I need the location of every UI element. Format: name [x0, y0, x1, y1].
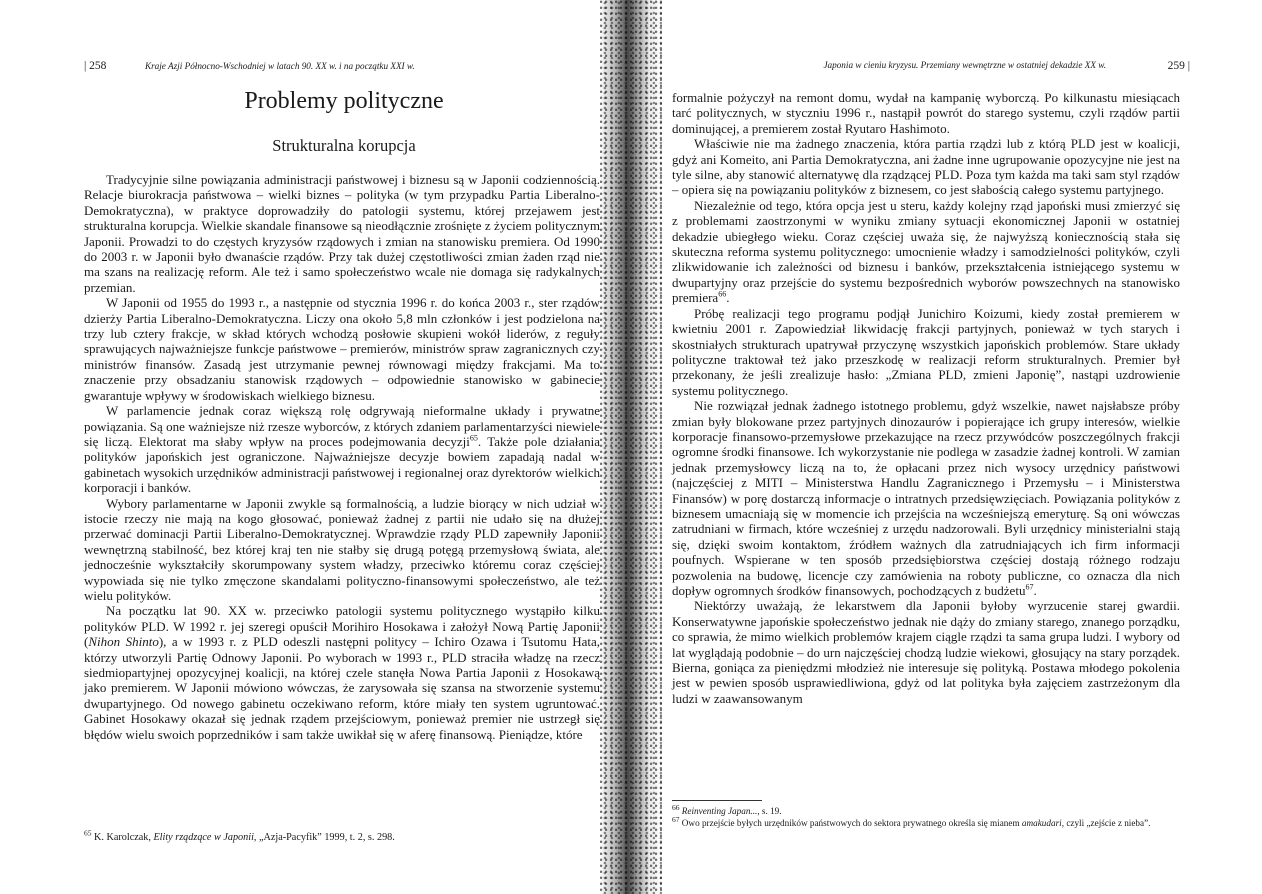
paragraph-text: . Także pole działania polityków japońskich jest ograniczone. Najważniejsze decyzje bowiem zapadają nadal w gabinetach wysokich urzędników administracji państwowej i regionalnej oraz dyrektorów wielkich korporacji i banków.: [84, 433, 600, 496]
left-body-text: [84, 172, 600, 742]
footnote-source: , „Azja-Pacyfik” 1999, t. 2, s. 298.: [253, 832, 395, 843]
footnote-66: [672, 802, 1180, 818]
footnote-term: amakudari: [1021, 817, 1062, 828]
left-page: [0, 0, 620, 894]
italic-term: Nihon Shinto: [88, 634, 159, 650]
paragraph-text: ), a w 1993 r. z PLD odeszli następni politycy – Ichiro Ozawa i Tsutomu Hata, którzy utworzyli Partię Odnowy Japonii. Po wyborach w 1993 r., PLD straciła władzę na rzecz siedmiopartyjnej opozycyjnej koalicji, na której czele stanęła Nowa Partia Japonii z Hosokawą jako premierem. W Japonii mówiono wówczas, że zarysowała się szansa na stworzenie systemu dwupartyjnego. Od nowego gabinetu oczekiwano reform, które miały ten system ugruntować. Gabinet Hosokawy okazał się jednak rządem przejściowym, ponieważ premier nie ustrzegł się błędów wielu swoich poprzedników i sam także uwikłał się w aferę finansową. Pieniądze, które: [84, 634, 600, 742]
chapter-title: Problemy polityczne: [244, 88, 444, 114]
right-body-text: [672, 90, 1180, 706]
right-page-number: 259 |: [1167, 60, 1190, 72]
right-footnotes: [672, 802, 1180, 829]
footnote-divider: [672, 800, 762, 801]
footnote-author: K. Karolczak,: [91, 832, 154, 843]
paragraph: Właściwie nie ma żadnego znaczenia, która partia rządzi lub z którą PLD jest w koalicji, gdyż ani Komeito, ani Partia Demokratyczna, ani żadne inne ugrupowanie opozycyjne nie jest na tyle silne, aby stanowić alternatywę dla rządzącej PLD. Poza tym każda ma taki sam styl rządów – opiera się na powiązaniu polityków z biznesem, co jest słabością całego systemu partyjnego.: [672, 136, 1180, 198]
footnote-title: Elity rządzące w Japonii: [153, 832, 254, 843]
section-subtitle: Strukturalna korupcja: [272, 136, 416, 155]
footnote-ref-66: 66: [718, 289, 727, 299]
footnote-67: [672, 814, 1180, 830]
left-running-header: [84, 60, 415, 72]
paragraph: Nie rozwiązał jednak żadnego istotnego problemu, gdyż wszelkie, nawet najsłabsze próby zmian były blokowane przez partyjnych dinozaurów i popierające ich grupy interesów, wielkie korporacje finansowo-przemysłowe przekazujące na rzecz przywódców poszczególnych frakcji ogromne środki finansowe. Ich wykorzystanie nie podlega w zasadzie żadnej kontroli. W zamian jednak przemysłowcy liczą na to, że opłacani przez nich wysocy urzędnicy państwowi (najczęściej z MITI – Ministerstwa Handlu Zagranicznego i Przemysłu – i Ministerstwa Finansów) w porę dostarczą informacje o intratnych przedsięwzięciach. Powiązania polityków z biznesem umacniają się w momencie ich przejścia na wcześniejszą emeryturę. Są oni wówczas zatrudniani w firmach, które wcześniej z urzędu nadzorowali. Byli urzędnicy ministerialni stają się, dzięki swoim kontaktom, źródłem ważnych dla zatrudniających ich firm informacji poufnych. Wspierane w ten sposób przedsiębiorstwa częściej dostają różnego rodzaju pozwolenia na budowę, licencje czy zamówienia na roboty publiczne, co oznacza dla nich dopływ ogromnych środków finansowych, pochodzących z budżetu$^{67}$.: [672, 398, 1180, 598]
footnote-number: 65: [84, 828, 92, 838]
paragraph: Niezależnie od tego, która opcja jest u steru, każdy kolejny rząd japoński musi zmierzyć się z problemami zaostrzonymi w wyniku zmiany sytuacji ekonomicznej Japonii w ostatniej dekadzie ubiegłego wieku. Coraz częściej uważa się, że najwyższą koniecznością stała się skuteczna reforma systemu politycznego: umocnienie władzy i samodzielności polityków, czyli zlikwidowanie ich zależności od biznesu i banków, przekształcenia istniejącego systemu w dwupartyjny oraz przejście do systemu bezpośrednich wyborów powszechnych na stanowisko premiera$^{66}$.: [672, 197, 1180, 306]
paragraph: formalnie pożyczył na remont domu, wydał na kampanię wyborczą. Po kilkunastu miesiącach tarć politycznych, w styczniu 1996 r., nastąpił powrót do starego systemu, czyli rządów partii dominującej, a premierem został Ryutaro Hashimoto.: [672, 90, 1180, 136]
footnote-text: Owo przejście byłych urzędników państwowych do sektora prywatnego określa się mianem: [679, 817, 1022, 828]
paragraph: Próbę realizacji tego programu podjął Junichiro Koizumi, kiedy został premierem w kwietniu 2001 r. Zapowiedział likwidację frakcji partyjnych, ponieważ w tych starych i skostniałych strukturach upatrywał przyczynę wszystkich japońskich problemów. Stare układy polityczne traktował też jako przeszkodę w realizacji reform strukturalnych. Premier był przekonany, że jeśli zrealizuje hasło: „Zmiana PLD, zmieni Japonię”, nastąpi uzdrowienie systemu politycznego.: [672, 305, 1180, 398]
left-running-title: Kraje Azji Północno-Wschodniej w latach 90. XX w. i na początku XXI w.: [144, 61, 415, 71]
left-page-number: | 258: [84, 60, 107, 72]
paragraph: [84, 403, 600, 495]
footnote-source: , s. 19.: [757, 806, 782, 816]
footnote-ref-65: 65: [469, 433, 478, 443]
footnote-number: 66: [672, 802, 680, 812]
footnote-65: [84, 828, 600, 843]
footnote-title: Reinventing Japan...: [681, 806, 758, 816]
footnote-ref-67: 67: [1025, 582, 1034, 592]
paragraph: Tradycyjnie silne powiązania administracji państwowej i biznesu są w Japonii codziennością. Relacje biurokracja państwowa – wielki biznes – polityka (w tym przypadku Partia Liberalno-Demokratyczna), w praktyce doprowadziły do patologii systemu, której przejawem jest strukturalna korupcja. Wielkie skandale finansowe są nieodłącznie zrośnięte z życiem politycznym Japonii. Prowadzi to do częstych kryzysów rządowych i zmian na stanowisku premiera. Od 1990 do 2003 r. w Japonii było dwanaście rządów. Przy tak dużej częstotliwości zmian żaden rząd nie ma szans na realizację reform. Ale też i samo społeczeństwo wcale nie domaga się radykalnych przemian.: [84, 172, 600, 295]
paragraph: Niektórzy uważają, że lekarstwem dla Japonii byłoby wyrzucenie starej gwardii. Konserwatywne japońskie społeczeństwo jednak nie dąży do zmiany starego, znanego porządku, co sprawia, że mimo wielkich problemów krajem ciągle rządzi ta sama grupa ludzi. I wybory od lat wyglądają podobnie – do urn najczęściej chodzą ludzie wiekowi, głosujący na stary porządek. Bierna, goniąca za pieniędzmi młodzież nie interesuje się polityką. Postawa młodego pokolenia jest w pewien sposób usprawiedliwiona, gdyż od lat polityka była zajęciem zastrzeżonym dla ludzi w zaawansowanym: [672, 598, 1180, 706]
paragraph: W Japonii od 1955 do 1993 r., a następnie od stycznia 1996 r. do końca 2003 r., ster rządów dzierży Partia Liberalno-Demokratyczna. Liczy ona około 5,8 mln członków i jest podzielona na trzy lub cztery frakcje, w skład których wchodzą posłowie skupieni wokół liderów, z reguły sprawujących najważniejsze funkcje państwowe – premierów, ministrów spraw zagranicznych czy ministrów finansów. Zasadą jest utrzymanie pewnej równowagi między frakcjami. Ma to znaczenie przy obsadzaniu stanowisk rządowych – odpowiednie stanowisko w gabinecie gwarantuje wpływy w środowiskach wielkiego biznesu.: [84, 295, 600, 403]
paragraph-text: Na początku lat 90. XX w. przeciwko patologii systemu politycznego wystąpiło kilku polityków PLD. W 1992 r. jej szeregi opuścił Morihiro Hosokawa i założył Nową Partię Japonii (: [84, 603, 600, 650]
footnote-text: , czyli „zejście z nieba”.: [1061, 817, 1151, 828]
paragraph: Wybory parlamentarne w Japonii zwykle są formalnością, a ludzie biorący w nich udział w istocie rzeczy nie mają na kogo głosować, ponieważ żadnej z partii nie udało się na dłużej przerwać dominacji Partii Liberalno-Demokratycznej. Wprawdzie rządy PLD zapewniły Japonii wewnętrzną stabilność, bez której kraj ten nie stałby się drugą potęgą przemysłową świata, ale jednocześnie wykształciły skorumpowany system władzy, przeciwko któremu coraz częściej wypowiada się nie tylko zmęczone skandalami polityczno-finansowymi społeczeństwo, ale też wielu polityków.: [84, 495, 600, 603]
paragraph-text: Nie rozwiązał jednak żadnego istotnego problemu, gdyż wszelkie, nawet najsłabsze próby zmian były blokowane przez partyjnych dinozaurów i popierające ich grupy interesów, wielkie korporacje finansowo-przemysłowe przekazujące na rzecz przywódców poszczególnych frakcji ogromne środki finansowe. Ich wykorzystanie nie podlega w zasadzie żadnej kontroli. W zamian jednak przemysłowcy liczą na to, że opłacani przez nich wysocy urzędnicy państwowi (najczęściej z MITI – Ministerstwa Handlu Zagranicznego i Przemysłu – i Ministerstwa Finansów) w porę dostarczą informacje o intratnych przedsięwzięciach. Powiązania polityków z biznesem umacniają się w momencie ich przejścia na wcześniejszą emeryturę. Są oni wówczas zatrudniani w firmach, które wcześniej z urzędu nadzorowali. Byli urzędnicy ministerialni stają się, dzięki swoim kontaktom, źródłem ważnych dla zatrudniających ich firm informacji poufnych. Wspierane w ten sposób przedsiębiorstwa częściej dostają różnego rodzaju pozwolenia na budowę, licencje czy zamówienia na roboty publiczne, co oznacza dla nich dopływ ogromnych środków finansowych, pochodzących z budżetu: [672, 398, 1180, 598]
footnote-number: 67: [672, 814, 680, 824]
right-running-title: Japonia w cieniu kryzysu. Przemiany wewnętrzne w ostatniej dekadzie XX w.: [823, 60, 1106, 70]
paragraph: [84, 603, 600, 742]
paragraph-text: W parlamencie jednak coraz większą rolę odgrywają nieformalne układy i prywatne powiązania. Są one ważniejsze niż rzesze wyborców, z których zdaniem parlamentarzyści niewiele się liczą. Elektorat ma słaby wpływ na proces podejmowania decyzji: [84, 403, 600, 449]
paragraph-text: Niezależnie od tego, która opcja jest u steru, każdy kolejny rząd japoński musi zmierzyć się z problemami zaostrzonymi w wyniku zmiany sytuacji ekonomicznej Japonii w ostatniej dekadzie ubiegłego wieku. Coraz częściej uważa się, że najwyższą koniecznością stała się skuteczna reforma systemu politycznego: umocnienie władzy i samodzielności polityków, czyli zlikwidowanie ich zależności od biznesu i banków, przekształcenia istniejącego systemu w dwupartyjny oraz przejście do systemu bezpośrednich wyborów powszechnych na stanowisko premiera: [672, 197, 1180, 306]
